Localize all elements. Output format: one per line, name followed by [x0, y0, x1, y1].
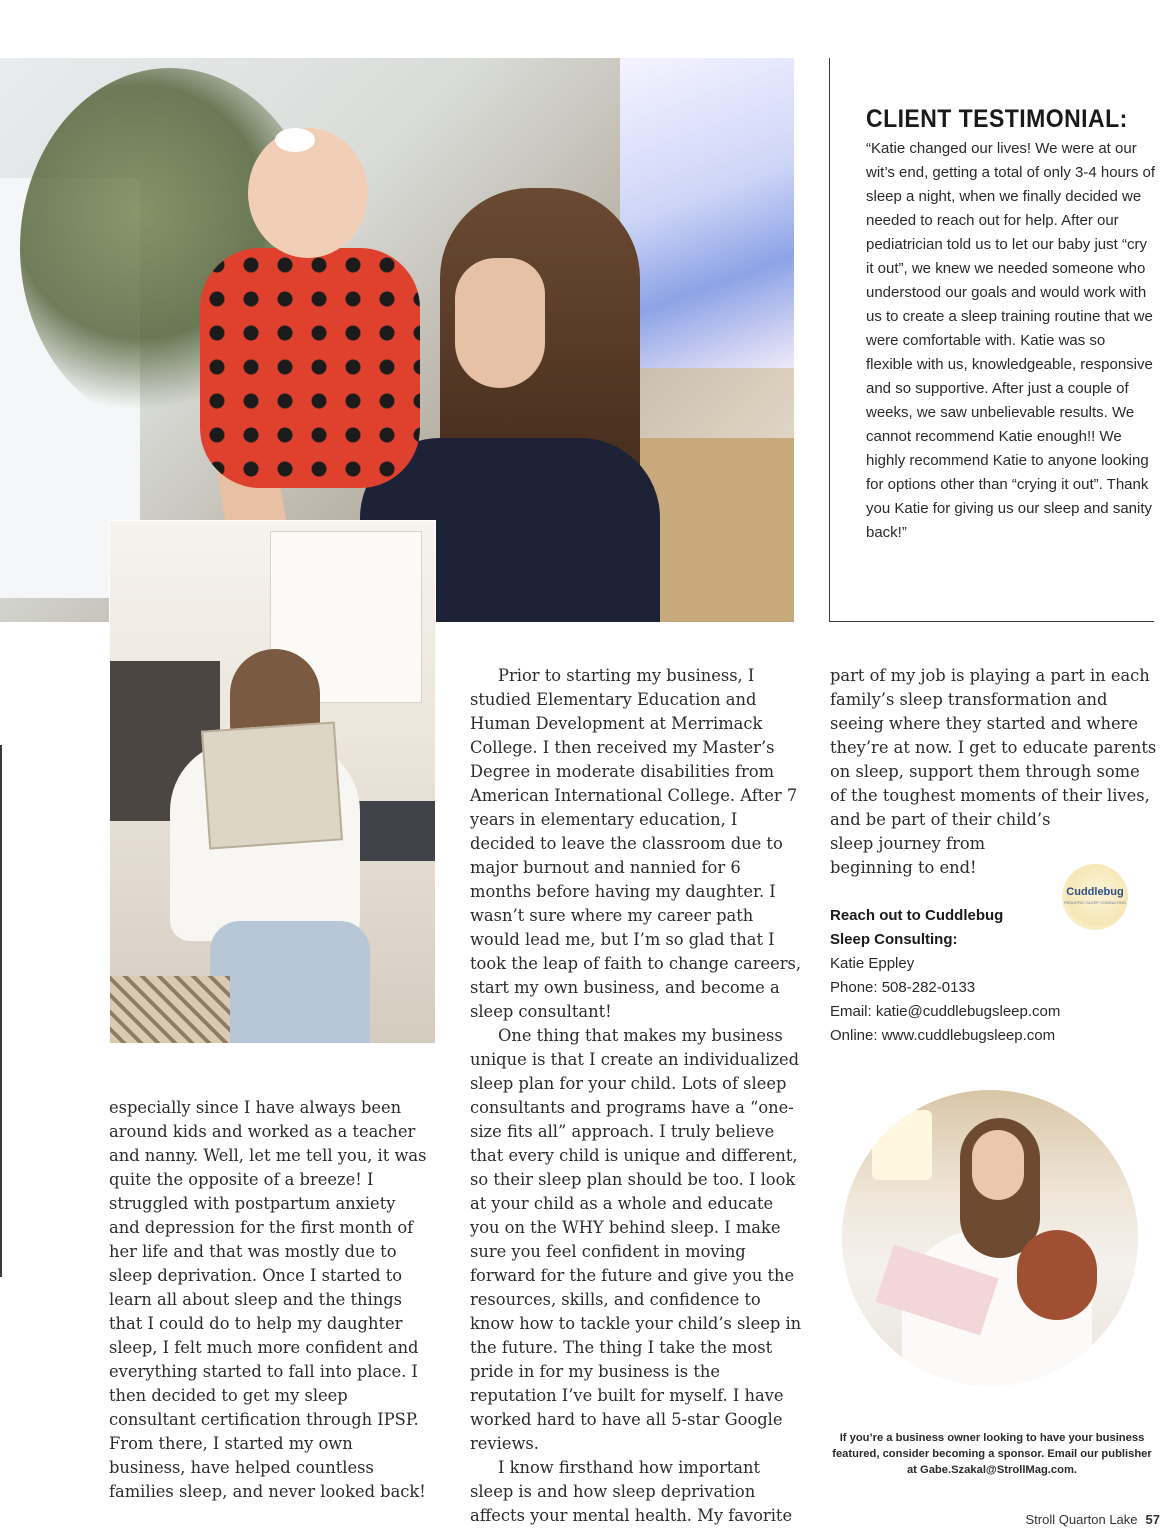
contact-heading-line-1: Reach out to Cuddlebug — [830, 907, 1004, 924]
paragraph: beginning to end! — [830, 858, 977, 877]
article-column-left — [109, 1096, 431, 1504]
sponsor-note: If you’re a business owner looking to have your business featured, consider becoming a sponsor. Email our publisher at Gabe.Szakal@StrollMag.com. — [832, 1432, 1152, 1476]
paragraph: part of my job is playing a part in each family’s sleep transformation and seeing where they started and where they’re at now. I get to educate parents on sleep, support them through some of the toughest moments of their lives, and be part of their child’s — [830, 666, 1157, 829]
photo-woman-reading — [109, 520, 436, 1044]
photo-mother-reading-with-child — [842, 1090, 1138, 1386]
contact-phone[interactable]: Phone: 508-282-0133 — [830, 979, 976, 996]
left-edge-rule — [0, 745, 2, 1277]
contact-email[interactable]: Email: katie@cuddlebugsleep.com — [830, 1003, 1061, 1020]
page-number: 57 — [1145, 1512, 1160, 1527]
contact-name: Katie Eppley — [830, 955, 915, 972]
contact-block — [830, 904, 1160, 1048]
contact-website[interactable]: Online: www.cuddlebugsleep.com — [830, 1027, 1056, 1044]
paragraph: I know firsthand how important sleep is and how sleep deprivation affects your mental health. My favorite — [470, 1458, 793, 1525]
paragraph: One thing that makes my business unique is that I create an individualized sleep plan for your child. Lots of sleep consultants and programs have a “one-size fits all” approach. I truly believe that every child is unique and different, so their sleep plan should be too. I look at your child as a whole and educate you on the WHY behind sleep. I make sure you feel confident in moving forward for the future and give you the resources, skills, and confidence to know how to tackle your child’s sleep in the future. The thing I take the most pride in for my business is the reputation I’ve built for myself. I have worked hard to have all 5-star Google reviews. — [470, 1026, 802, 1453]
paragraph: sleep journey from — [830, 834, 986, 853]
publication-name: Stroll Quarton Lake — [1025, 1512, 1138, 1527]
testimonial-title: CLIENT TESTIMONIAL: — [866, 105, 1128, 133]
article-column-right — [830, 664, 1160, 880]
paragraph: Prior to starting my business, I studied Elementary Education and Human Development at Merrimack College. I then received my Master’s Degree in moderate disabilities from American International College. After 7 years in elementary education, I decided to leave the classroom due to major burnout and nannied for 6 months before having my daughter. I wasn’t sure where my career path would lead me, but I’m so glad that I took the leap of faith to change careers, start my own business, and become a sleep consultant! — [470, 666, 802, 1021]
article-column-middle — [470, 664, 802, 1528]
logo-text: Cuddlebug — [1066, 886, 1124, 898]
contact-heading-line-2: Sleep Consulting: — [830, 931, 958, 948]
testimonial-text: “Katie changed our lives! We were at our wit’s end, getting a total of only 3-4 hours of sleep a night, when we finally decided we needed to reach out for help. After our pediatrician told us to let our baby just “cry it out”, we knew we needed someone who understood our goals and would work with us to create a sleep training routine that we were comfortable with. Katie was so flexible with us, knowledgeable, responsive and so supportive. After just a couple of weeks, we saw unbelievable results. We cannot recommend Katie enough!! We highly recommend Katie to anyone looking for options other than “crying it out”. Thank you Katie for giving us our sleep and sanity back!” — [866, 140, 1156, 541]
logo-subtext: PEDIATRIC SLEEP CONSULTING — [1063, 900, 1126, 905]
page-footer — [970, 1512, 1160, 1527]
paragraph: especially since I have always been around kids and worked as a teacher and nanny. Well, let me tell you, it was quite the opposite of a breeze! I struggled with postpartum anxiety and depression for the first month of her life and that was mostly due to sleep deprivation. Once I started to learn all about sleep and the things that I could do to help my daughter sleep, I felt much more confident and everything started to fall into place. I then decided to get my sleep consultant certification through IPSP. From there, I started my own business, have helped countless families sleep, and never looked back! — [109, 1098, 427, 1501]
